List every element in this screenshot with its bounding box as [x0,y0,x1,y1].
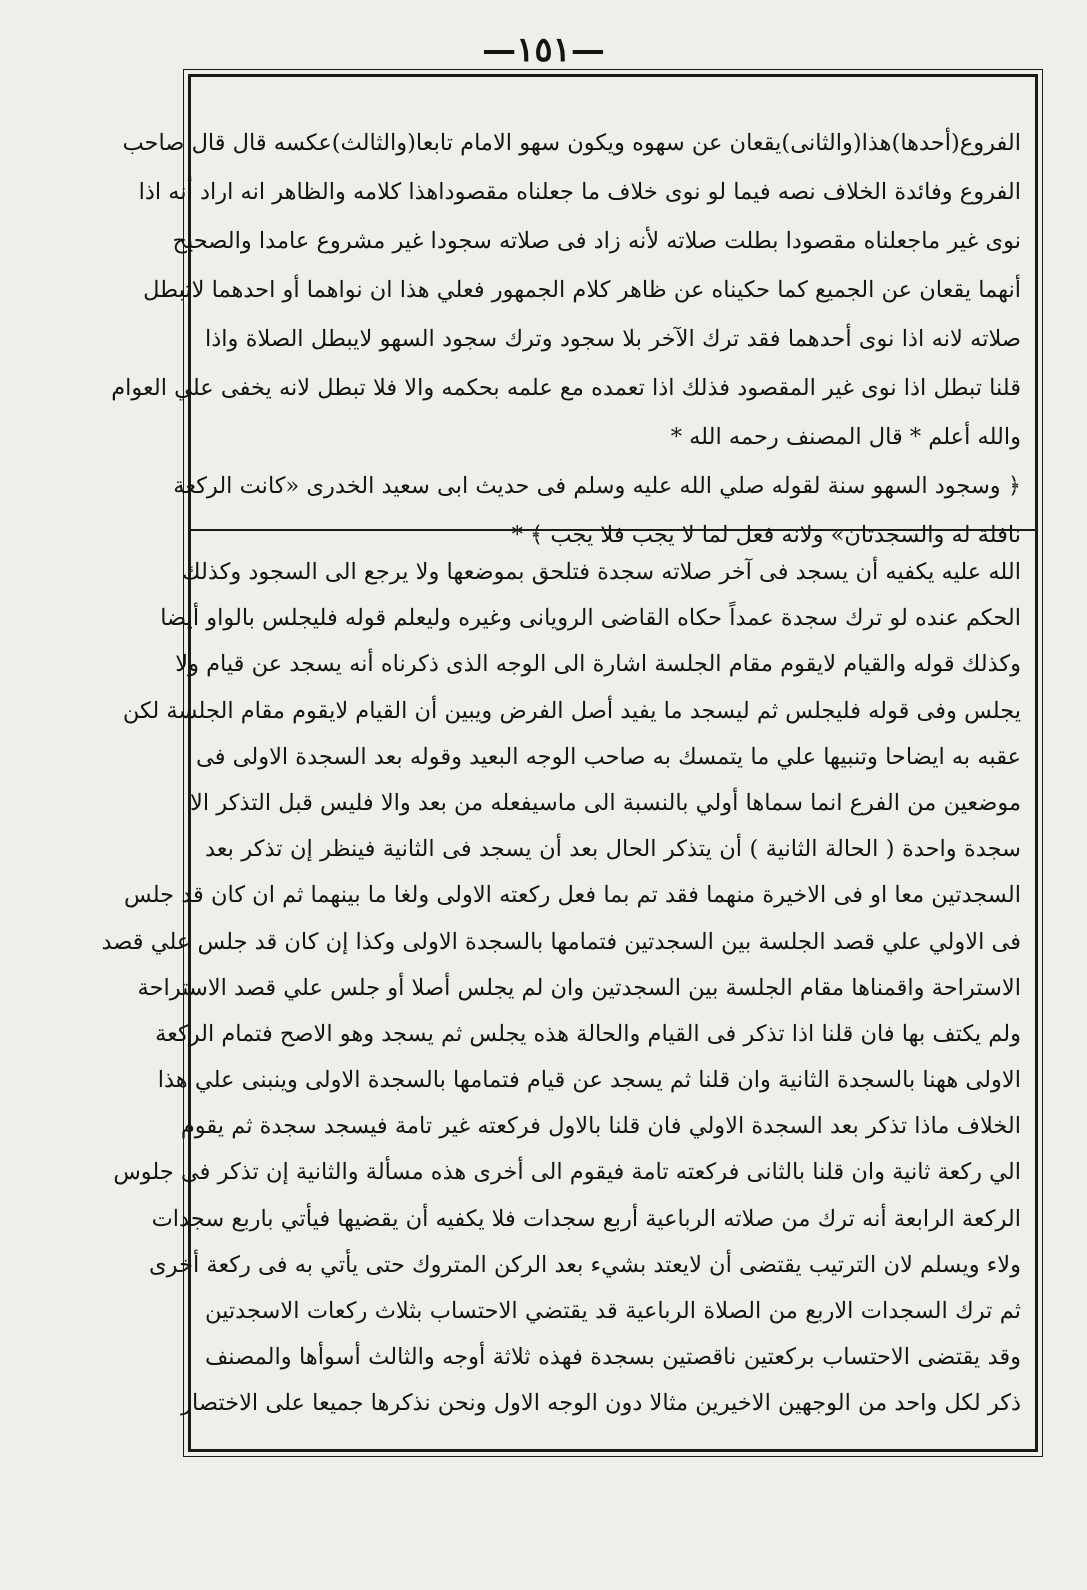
commentary-text-line: وقد يقتضى الاحتساب بركعتين ناقصتين بسجدة فهذه ثلاثة أوجه والثالث أسوأها والمصنف [205,1344,1021,1371]
commentary-text-line: ولاء ويسلم لان الترتيب يقتضى أن لايعتد بشيء بعد الركن المتروك حتى يأتي به فى ركعة أخرى [149,1251,1021,1278]
commentary-text-line: الخلاف ماذا تذكر بعد السجدة الاولي فان قلنا بالاول فركعته غير تامة فيسجد سجدة ثم يقوم [180,1113,1021,1140]
main-text-line: ﴿ وسجود السهو سنة لقوله صلي الله عليه وسلم فى حديث ابى سعيد الخدرى «كانت الركعة [173,473,1021,499]
commentary-text-line: الي ركعة ثانية وان قلنا بالثانى فركعته تامة فيقوم الى أخرى هذه مسألة والثانية إن تذكر فى جلوس [113,1159,1021,1186]
commentary-text-line: ولم يكتف بها فان قلنا اذا تذكر فى القيام والحالة هذه يجلس ثم يسجد وهو الاصح فتمام الركعة [155,1020,1021,1047]
main-text-line: أنهما يقعان عن الجميع كما حكيناه عن ظاهر كلام الجمهور فعلي هذا ان نواهما أو احدهما لاتبطل [143,277,1021,303]
page-frame [101,74,1038,1452]
commentary-text-line: الاولى ههنا بالسجدة الثانية وان قلنا ثم يسجد عن قيام فتمامها بالسجدة الاولى وينبنى علي هذا [157,1067,1021,1094]
commentary-text-line: الحكم عنده لو ترك سجدة عمداً حكاه القاضى الرويانى وغيره وليعلم قوله فليجلس بالواو أيضا [160,605,1021,632]
main-text-block [111,119,1021,560]
commentary-text-line: موضعين من الفرع انما سماها أولي بالنسبة الى ماسيفعله من بعد والا فليس قبل التذكر الا [190,789,1021,816]
commentary-text-line: سجدة واحدة ( الحالة الثانية ) أن يتذكر الحال بعد أن يسجد فى الثانية فينظر إن تذكر بعد [205,836,1021,863]
main-text-line: نافلة له والسجدتان» ولانه فعل لما لا يجب فلا يجب ﴾ * [511,522,1021,548]
section-divider [191,529,1035,531]
commentary-text-line: فى الاولي علي قصد الجلسة بين السجدتين فتمامها بالسجدة الاولى وكذا إن كان قد جلس علي قصد [101,928,1021,955]
commentary-text-line: الاستراحة واقمناها مقام الجلسة بين السجدتين وان لم يجلس أصلا أو جلس علي قصد الاستراحة [137,974,1021,1001]
main-text-line: الفروع(أحدها)هذا(والثانى)يقعان عن سهوه ويكون سهو الامام تابعا(والثالث)عكسه قال قال صاحب [122,130,1021,156]
commentary-text-block [101,549,1021,1427]
page-number: —١٥١— [482,30,605,70]
commentary-text-line: السجدتين معا او فى الاخيرة منهما فقد تم بما فعل ركعته الاولى ولغا ما بينهما ثم ان كان قد جلس [124,882,1021,909]
main-text-line: والله أعلم * قال المصنف رحمه الله * [670,424,1021,450]
commentary-text-line: وكذلك قوله والقيام لايقوم مقام الجلسة اشارة الى الوجه الذى ذكرناه أنه يسجد عن قيام ولا [175,651,1021,678]
commentary-text-line: الله عليه يكفيه أن يسجد فى آخر صلاته سجدة فتلحق بموضعها ولا يرجع الى السجود وكذلك [182,559,1021,585]
commentary-text-line: ثم ترك السجدات الاربع من الصلاة الرباعية قد يقتضي الاحتساب بثلاث ركعات الاسجدتين [205,1298,1021,1324]
commentary-text-line: يجلس وفى قوله فليجلس ثم ليسجد ما يفيد أصل الفرض ويبين أن القيام لايقوم مقام الجلسة لكن [122,697,1021,724]
main-text-line: نوى غير ماجعلناه مقصودا بطلت صلاته لأنه زاد فى صلاته سجودا غير مشروع عامدا والصحيح [172,228,1021,254]
commentary-text-line: ذكر لكل واحد من الوجهين الاخيرين مثالا دون الوجه الاول ونحن نذكرها جميعا على الاختصار [181,1390,1021,1417]
main-text-line: صلاته لانه اذا نوى أحدهما فقد ترك الآخر بلا سجود وترك سجود السهو لايبطل الصلاة واذا [205,326,1021,352]
commentary-text-line: الركعة الرابعة أنه ترك من صلاته الرباعية أربع سجدات فلا يكفيه أن يقضيها فيأتي باربع سجدات [151,1205,1021,1232]
main-text-line: الفروع وفائدة الخلاف نصه فيما لو نوى خلاف ما جعلناه مقصوداهذا كلامه والظاهر انه اراد أنه اذا [138,179,1021,205]
commentary-text-line: عقبه به ايضاحا وتنبيها علي ما يتمسك به صاحب الوجه البعيد وقوله بعد السجدة الاولى فى [195,743,1021,770]
main-text-line: قلنا تبطل اذا نوى غير المقصود فذلك اذا تعمده مع علمه بحكمه والا فلا تبطل لانه يخفى علي العوام [111,375,1021,401]
